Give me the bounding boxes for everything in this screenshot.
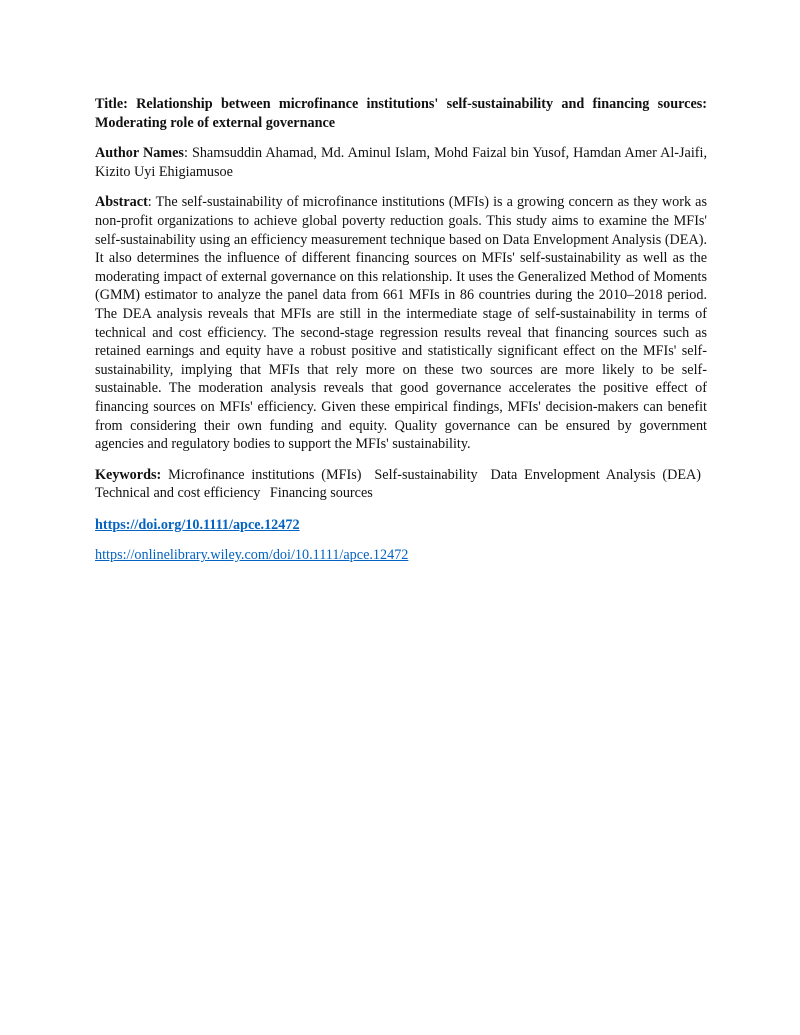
document-page (95, 95, 707, 565)
wiley-link[interactable]: https://onlinelibrary.wiley.com/doi/10.1111/apce.12472 (95, 547, 409, 564)
doi-link[interactable]: https://doi.org/10.1111/apce.12472 (95, 516, 300, 533)
keywords-label: Keywords: (95, 466, 162, 483)
authors-paragraph (95, 144, 707, 181)
title-text: Relationship between microfinance institutions' self-sustainability and financing sources: Moderating role of external governance (95, 96, 708, 131)
keyword-item: Financing sources (269, 485, 373, 502)
keyword-item: Data Envelopment Analysis (DEA) (490, 466, 702, 483)
keyword-item: Microfinance institutions (MFIs) (168, 466, 362, 483)
keyword-item: Self-sustainability (374, 466, 478, 483)
abstract-text: : The self-sustainability of microfinance institutions (MFIs) is a growing concern as they work as non-profit organizations to achieve global poverty reduction goals. This study aims to examine the MFIs' self-sustainability using an efficiency measurement technique based on Data Envelopment Analysis (DEA). It also determines the influence of different financing sources on MFIs' self-sustainability as well as the moderating impact of external governance on this relationship. It uses the Generalized Method of Moments (GMM) estimator to analyze the panel data from 661 MFIs in 86 countries during the 2010–2018 period. The DEA analysis reveals that MFIs are still in the intermediate stage of self-sustainability in terms of technical and cost efficiency. The second-stage regression results reveal that financing sources such as retained earnings and equity have a robust positive and statistically significant effect on the MFIs' self-sustainability, implying that MFIs that rely more on these two sources are more likely to be self-sustainable. The moderation analysis reveals that good governance accelerates the positive effect of financing sources on MFIs' efficiency. Given these empirical findings, MFIs' decision-makers can benefit from considering their own funding and equity. Quality governance can be ensured by government agencies and regulatory bodies to support the MFIs' sustainability. (95, 194, 707, 453)
authors-text: : Shamsuddin Ahamad, Md. Aminul Islam, Mohd Faizal bin Yusof, Hamdan Amer Al-Jaifi, Kizito Uyi Ehigiamusoe (95, 145, 707, 180)
title-label: Title: (95, 96, 128, 112)
authors-label: Author Names (95, 145, 184, 162)
keywords-paragraph (95, 466, 707, 503)
abstract-paragraph (95, 193, 707, 453)
doi-paragraph (95, 516, 707, 535)
title-paragraph (95, 95, 707, 132)
abstract-label: Abstract (95, 194, 148, 211)
wiley-paragraph (95, 546, 707, 565)
keyword-item: Technical and cost efficiency (95, 485, 261, 502)
